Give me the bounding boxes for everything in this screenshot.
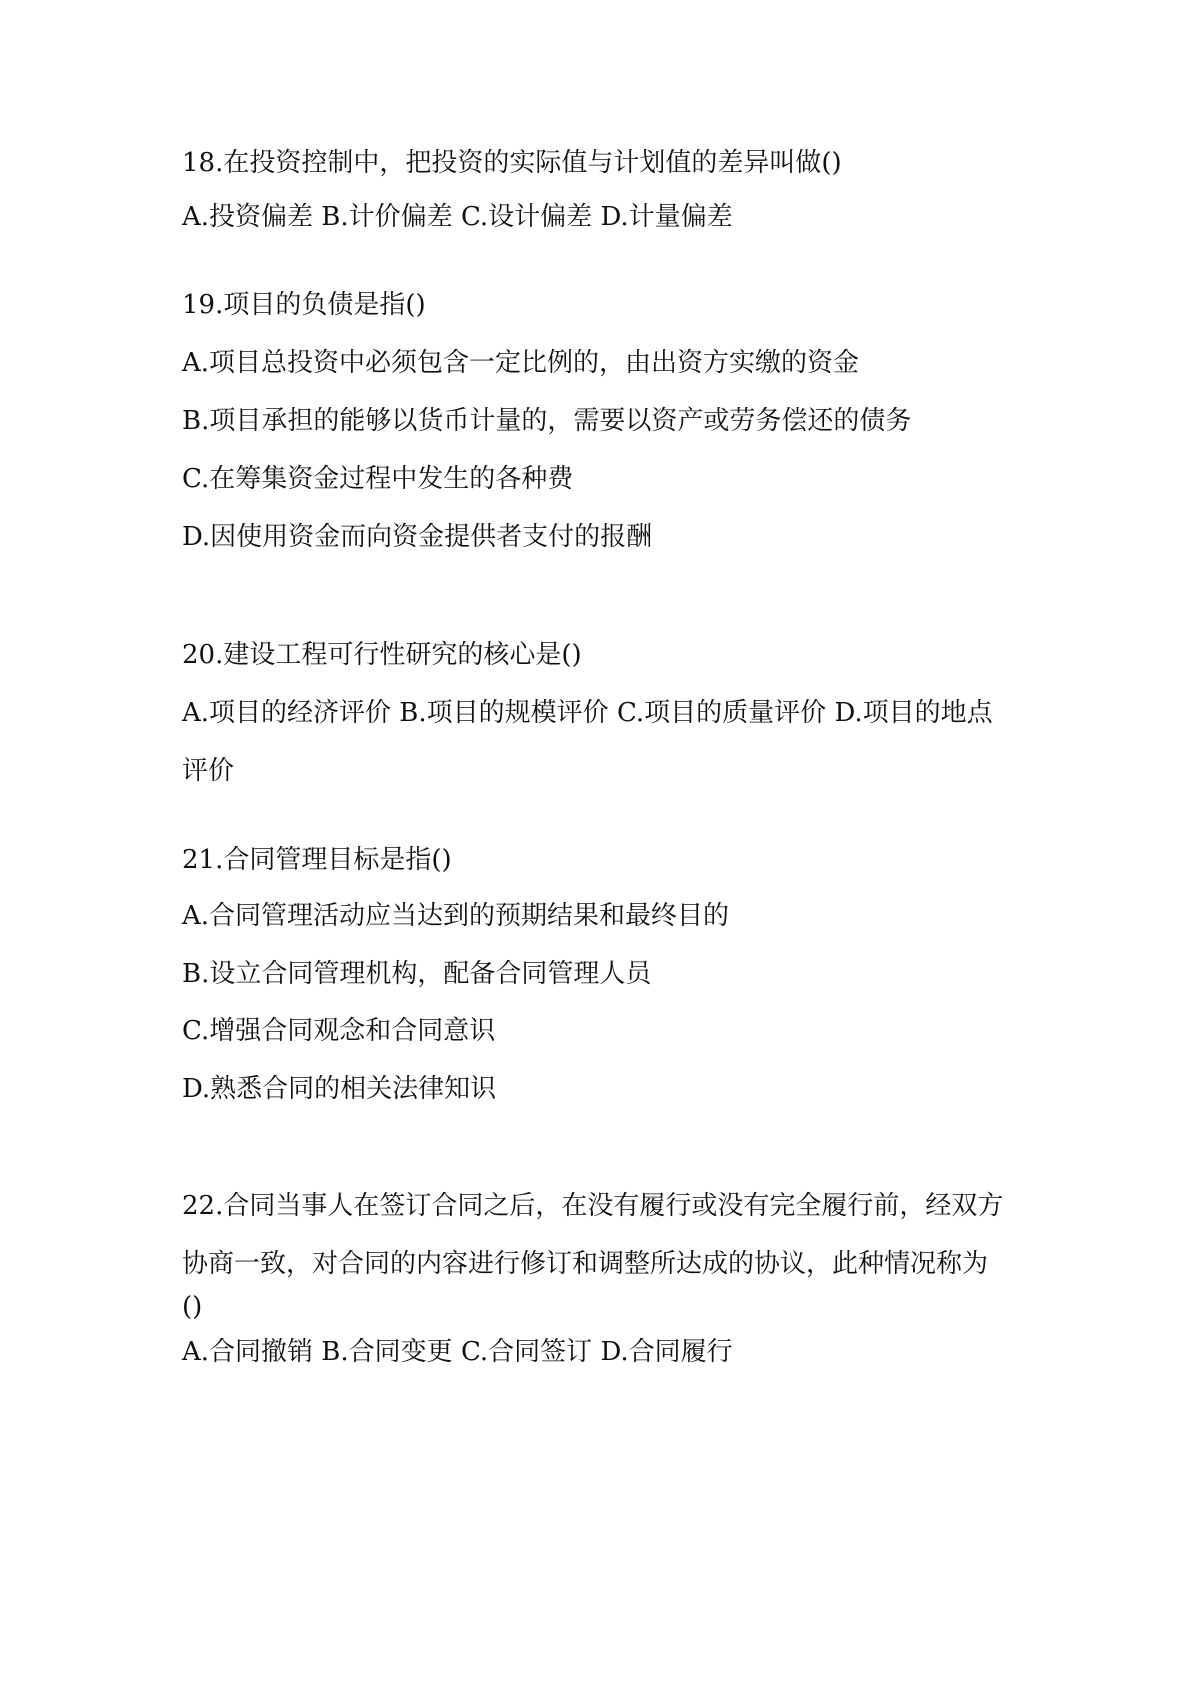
question-21-stem: 21.合同管理目标是指() bbox=[182, 845, 452, 875]
question-18-stem: 18.在投资控制中，把投资的实际值与计划值的差异叫做() bbox=[182, 148, 842, 178]
question-19-option-a: A.项目总投资中必须包含一定比例的，由出资方实缴的资金 bbox=[182, 348, 860, 378]
question-20-options-line-1: A.项目的经济评价 B.项目的规模评价 C.项目的质量评价 D.项目的地点 bbox=[182, 698, 993, 728]
question-19-stem: 19.项目的负债是指() bbox=[182, 290, 426, 320]
question-21-option-a: A.合同管理活动应当达到的预期结果和最终目的 bbox=[182, 901, 730, 931]
question-20-options-line-2: 评价 bbox=[182, 756, 235, 786]
question-21-option-b: B.设立合同管理机构，配备合同管理人员 bbox=[182, 959, 652, 989]
question-22-stem-line-2: 协商一致，对合同的内容进行修订和调整所达成的协议，此种情况称为 bbox=[182, 1249, 989, 1279]
question-19-option-c: C.在筹集资金过程中发生的各种费 bbox=[182, 464, 574, 494]
question-20-stem: 20.建设工程可行性研究的核心是() bbox=[182, 640, 582, 670]
question-19-option-b: B.项目承担的能够以货币计量的，需要以资产或劳务偿还的债务 bbox=[182, 406, 912, 436]
question-22-options: A.合同撤销 B.合同变更 C.合同签订 D.合同履行 bbox=[182, 1337, 733, 1367]
question-19-option-d: D.因使用资金而向资金提供者支付的报酬 bbox=[182, 522, 653, 552]
question-22-stem-line-3: () bbox=[182, 1292, 203, 1322]
question-18-options: A.投资偏差 B.计价偏差 C.设计偏差 D.计量偏差 bbox=[182, 202, 733, 232]
question-21-option-c: C.增强合同观念和合同意识 bbox=[182, 1016, 496, 1046]
question-22-stem-line-1: 22.合同当事人在签订合同之后，在没有履行或没有完全履行前，经双方 bbox=[182, 1191, 1004, 1221]
question-21-option-d: D.熟悉合同的相关法律知识 bbox=[182, 1074, 497, 1104]
